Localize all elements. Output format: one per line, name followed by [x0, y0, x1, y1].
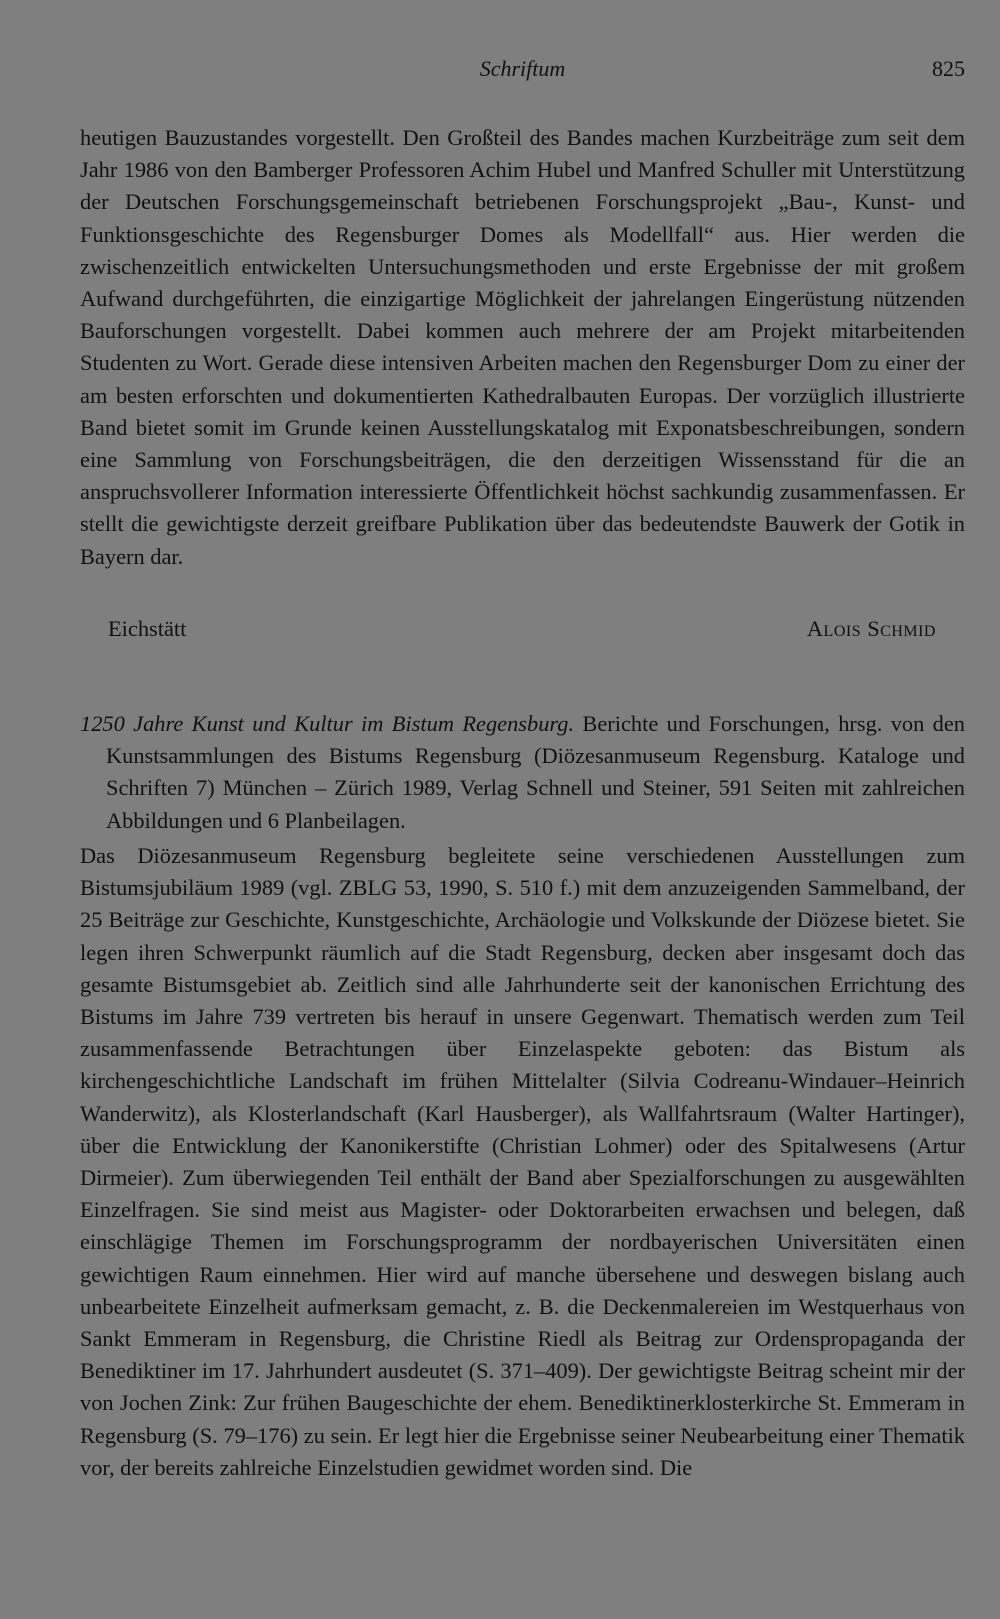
running-title: Schriftum — [479, 56, 566, 81]
reviewer-name: Alois Schmid — [806, 616, 936, 641]
bibliographic-details: Berichte und Forschungen, hrsg. von den Kunstsammlungen des Bistums Regensburg (Diözesanmuseum Regensburg. Kataloge und Schriften 7) München – Zürich 1989, Verlag Schnell und Steiner, 591 Seiten mit zahlreichen Abbildungen und 6 Planbeilagen. — [106, 711, 965, 833]
review-2-text — [80, 840, 965, 1484]
review-1-text — [80, 122, 965, 573]
page-number: 825 — [932, 56, 965, 81]
reviewer-place: Eichstätt — [108, 616, 187, 641]
review-1-paragraph: heutigen Bauzustandes vorgestellt. Den Großteil des Bandes machen Kurzbeiträge zum seit dem Jahr 1986 von den Bamberger Professoren Achim Hubel und Manfred Schuller mit Unterstützung der Deutschen Forschungsgemeinschaft betriebenen Forschungsprojekt „Bau-, Kunst- und Funktionsgeschichte des Regensburger Domes als Modellfall“ aus. Hier werden die zwischenzeitlich entwickelten Untersuchungsmethoden und erste Ergebnisse der mit großem Aufwand durchgeführten, die einzigartige Möglichkeit der jahrelangen Eingerüstung nützenden Bauforschungen vorgestellt. Dabei kommen auch mehrere der am Projekt mitarbeitenden Studenten zu Wort. Gerade diese intensiven Arbeiten machen den Regensburger Dom zu einer der am besten erforschten und dokumentierten Kathedralbauten Europas. Der vorzüglich illustrierte Band bietet somit im Grunde keinen Ausstellungskatalog mit Exponatsbeschreibungen, sondern eine Sammlung von Forschungsbeiträgen, die den derzeitigen Wissensstand für die an anspruchsvollerer Information interessierte Öffentlichkeit höchst sachkundig zusammenfassen. Er stellt die gewichtigste derzeit greifbare Publikation über das bedeutendste Bauwerk der Gotik in Bayern dar. — [80, 125, 965, 569]
book-title: 1250 Jahre Kunst und Kultur im Bistum Regensburg. — [80, 711, 575, 736]
running-head — [80, 56, 965, 88]
review-2-bibliographic-entry — [80, 708, 965, 837]
review-2-paragraph: Das Diözesanmuseum Regensburg begleitete seine verschiedenen Ausstellungen zum Bistumsjubiläum 1989 (vgl. ZBLG 53, 1990, S. 510 f.) mit dem anzuzeigenden Sammelband, der 25 Beiträge zur Geschichte, Kunstgeschichte, Archäologie und Volkskunde der Diözese bietet. Sie legen ihren Schwerpunkt räumlich auf die Stadt Regensburg, decken aber insgesamt doch das gesamte Bistumsgebiet ab. Zeitlich sind alle Jahrhunderte seit der kanonischen Errichtung des Bistums im Jahre 739 vertreten bis herauf in unsere Gegenwart. Thematisch werden zum Teil zusammenfassende Betrachtungen über Einzelaspekte geboten: das Bistum als kirchengeschichtliche Landschaft im frühen Mittelalter (Silvia Codreanu-Windauer–Heinrich Wanderwitz), als Klosterlandschaft (Karl Hausberger), als Wallfahrtsraum (Walter Hartinger), über die Entwicklung der Kanonikerstifte (Christian Lohmer) oder des Spitalwesens (Artur Dirmeier). Zum überwiegenden Teil enthält der Band aber Spezialforschungen zu ausgewählten Einzelfragen. Sie sind meist aus Magister- oder Doktorarbeiten erwachsen und belegen, daß einschlägige Themen im Forschungsprogramm der nordbayerischen Universitäten einen gewichtigen Raum einnehmen. Hier wird auf manche übersehene und deswegen bislang auch unbearbeitete Einzelheit aufmerksam gemacht, z. B. die Deckenmalereien im Westquerhaus von Sankt Emmeram in Regensburg, die Christine Riedl als Beitrag zur Ordenspropaganda der Benediktiner im 17. Jahrhundert ausdeutet (S. 371–409). Der gewichtigste Beitrag scheint mir der von Jochen Zink: Zur frühen Baugeschichte der ehem. Benediktinerklosterkirche St. Emmeram in Regensburg (S. 79–176) zu sein. Er legt hier die Ergebnisse seiner Neubearbeitung einer Thematik vor, der bereits zahlreiche Einzelstudien gewidmet worden sind. Die — [80, 843, 965, 1480]
